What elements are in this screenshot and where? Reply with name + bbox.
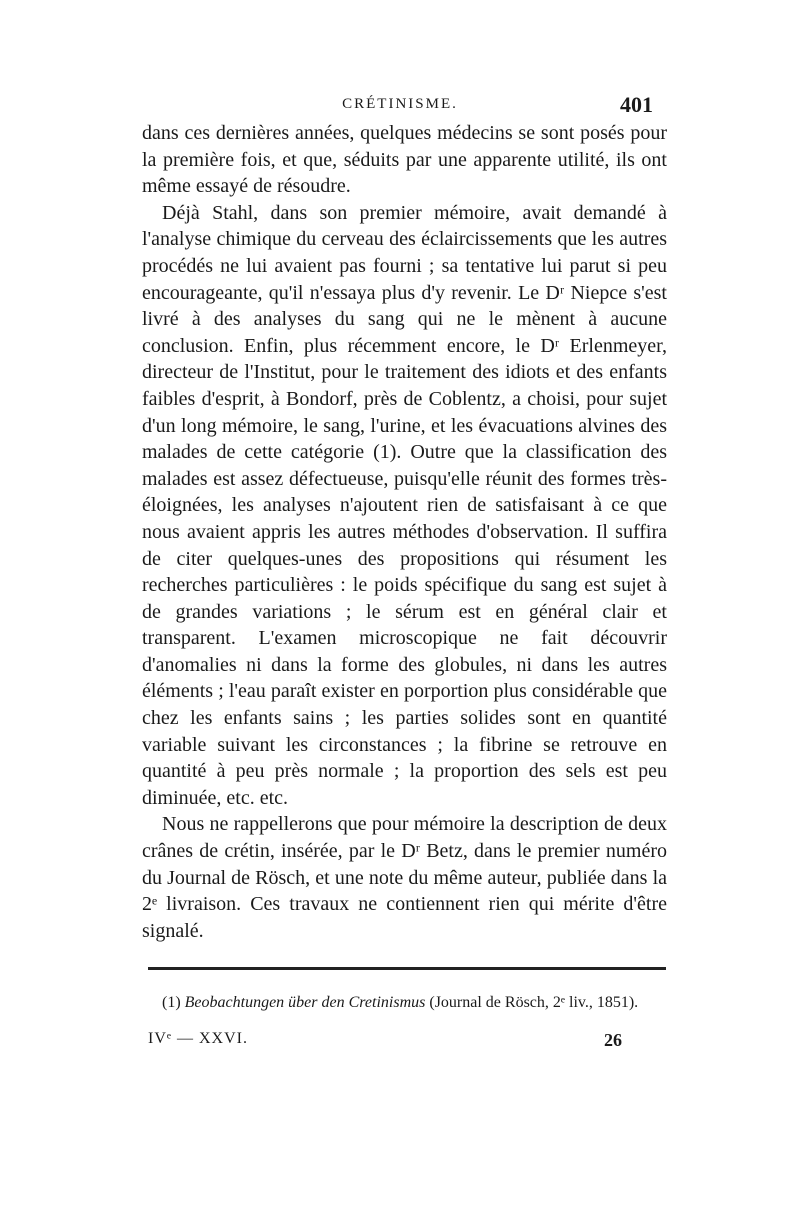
page-number: 401 [620,92,653,117]
body-text [142,120,667,944]
paragraph-continuation: dans ces dernières années, quelques médecins se sont posés pour la première fois, et que, séduits par une apparente utilité, ils ont même essayé de résoudre. [142,122,667,198]
sheet-number: 26 [604,1030,622,1050]
running-title: CRÉTINISME. [342,96,458,112]
footnote-reference: (Journal de Rösch, 2ᵉ liv., 1851). [429,994,639,1011]
footnote-divider [148,967,666,970]
footnote-marker: (1) [162,994,181,1011]
paragraph-betz-crania: Nous ne rappellerons que pour mémoire la description de deux crânes de crétin, insérée, par le Dʳ Betz, dans le premier numéro du Journal de Rösch, et une note du même auteur, publiée dans la 2ᵉ livraison. Ces travaux ne contiennent rien qui mérite d'être signalé. [142,813,667,942]
paragraph-stahl-analysis: Déjà Stahl, dans son premier mémoire, avait demandé à l'analyse chimique du cerveau des éclaircissements que les autres procédés ne lui avaient pas fourni ; sa tentative lui parut si peu encourageante, qu'il n'essaya plus d'y revenir. Le Dʳ Niepce s'est livré à des analyses du sang qui ne le mènent à aucune conclusion. Enfin, plus récemment encore, le Dʳ Erlenmeyer, directeur de l'Institut, pour le traitement des idiots et des enfants faibles d'esprit, à Bondorf, près de Coblentz, a choisi, pour sujet d'un long mémoire, le sang, l'urine, et les évacuations alvines des malades de cette catégorie (1). Outre que la classification des malades est assez défectueuse, puisqu'elle réunit des formes très-éloignées, les analyses n'ajoutent rien de satisfaisant à ce que nous avaient appris les autres méthodes d'observation. Il suffira de citer quelques-unes des propositions qui résument les recherches particulières : le poids spécifique du sang est sujet à de grandes variations ; le sérum est en général clair et transparent. L'examen microscopique ne fait découvrir d'anomalies ni dans la forme des globules, ni dans les autres éléments ; l'eau paraît exister en porportion plus considérable que chez les enfants sains ; les parties solides sont en quantité variable suivant les circonstances ; la fibrine se retrouve en quantité à peu près normale ; la proportion des sels est peu diminuée, etc. etc. [142,201,667,809]
printer-signature: IVᵉ — XXVI. [148,1030,248,1047]
footnote [142,990,667,1015]
footnote-title: Beobachtungen über den Cretinismus [184,994,426,1011]
